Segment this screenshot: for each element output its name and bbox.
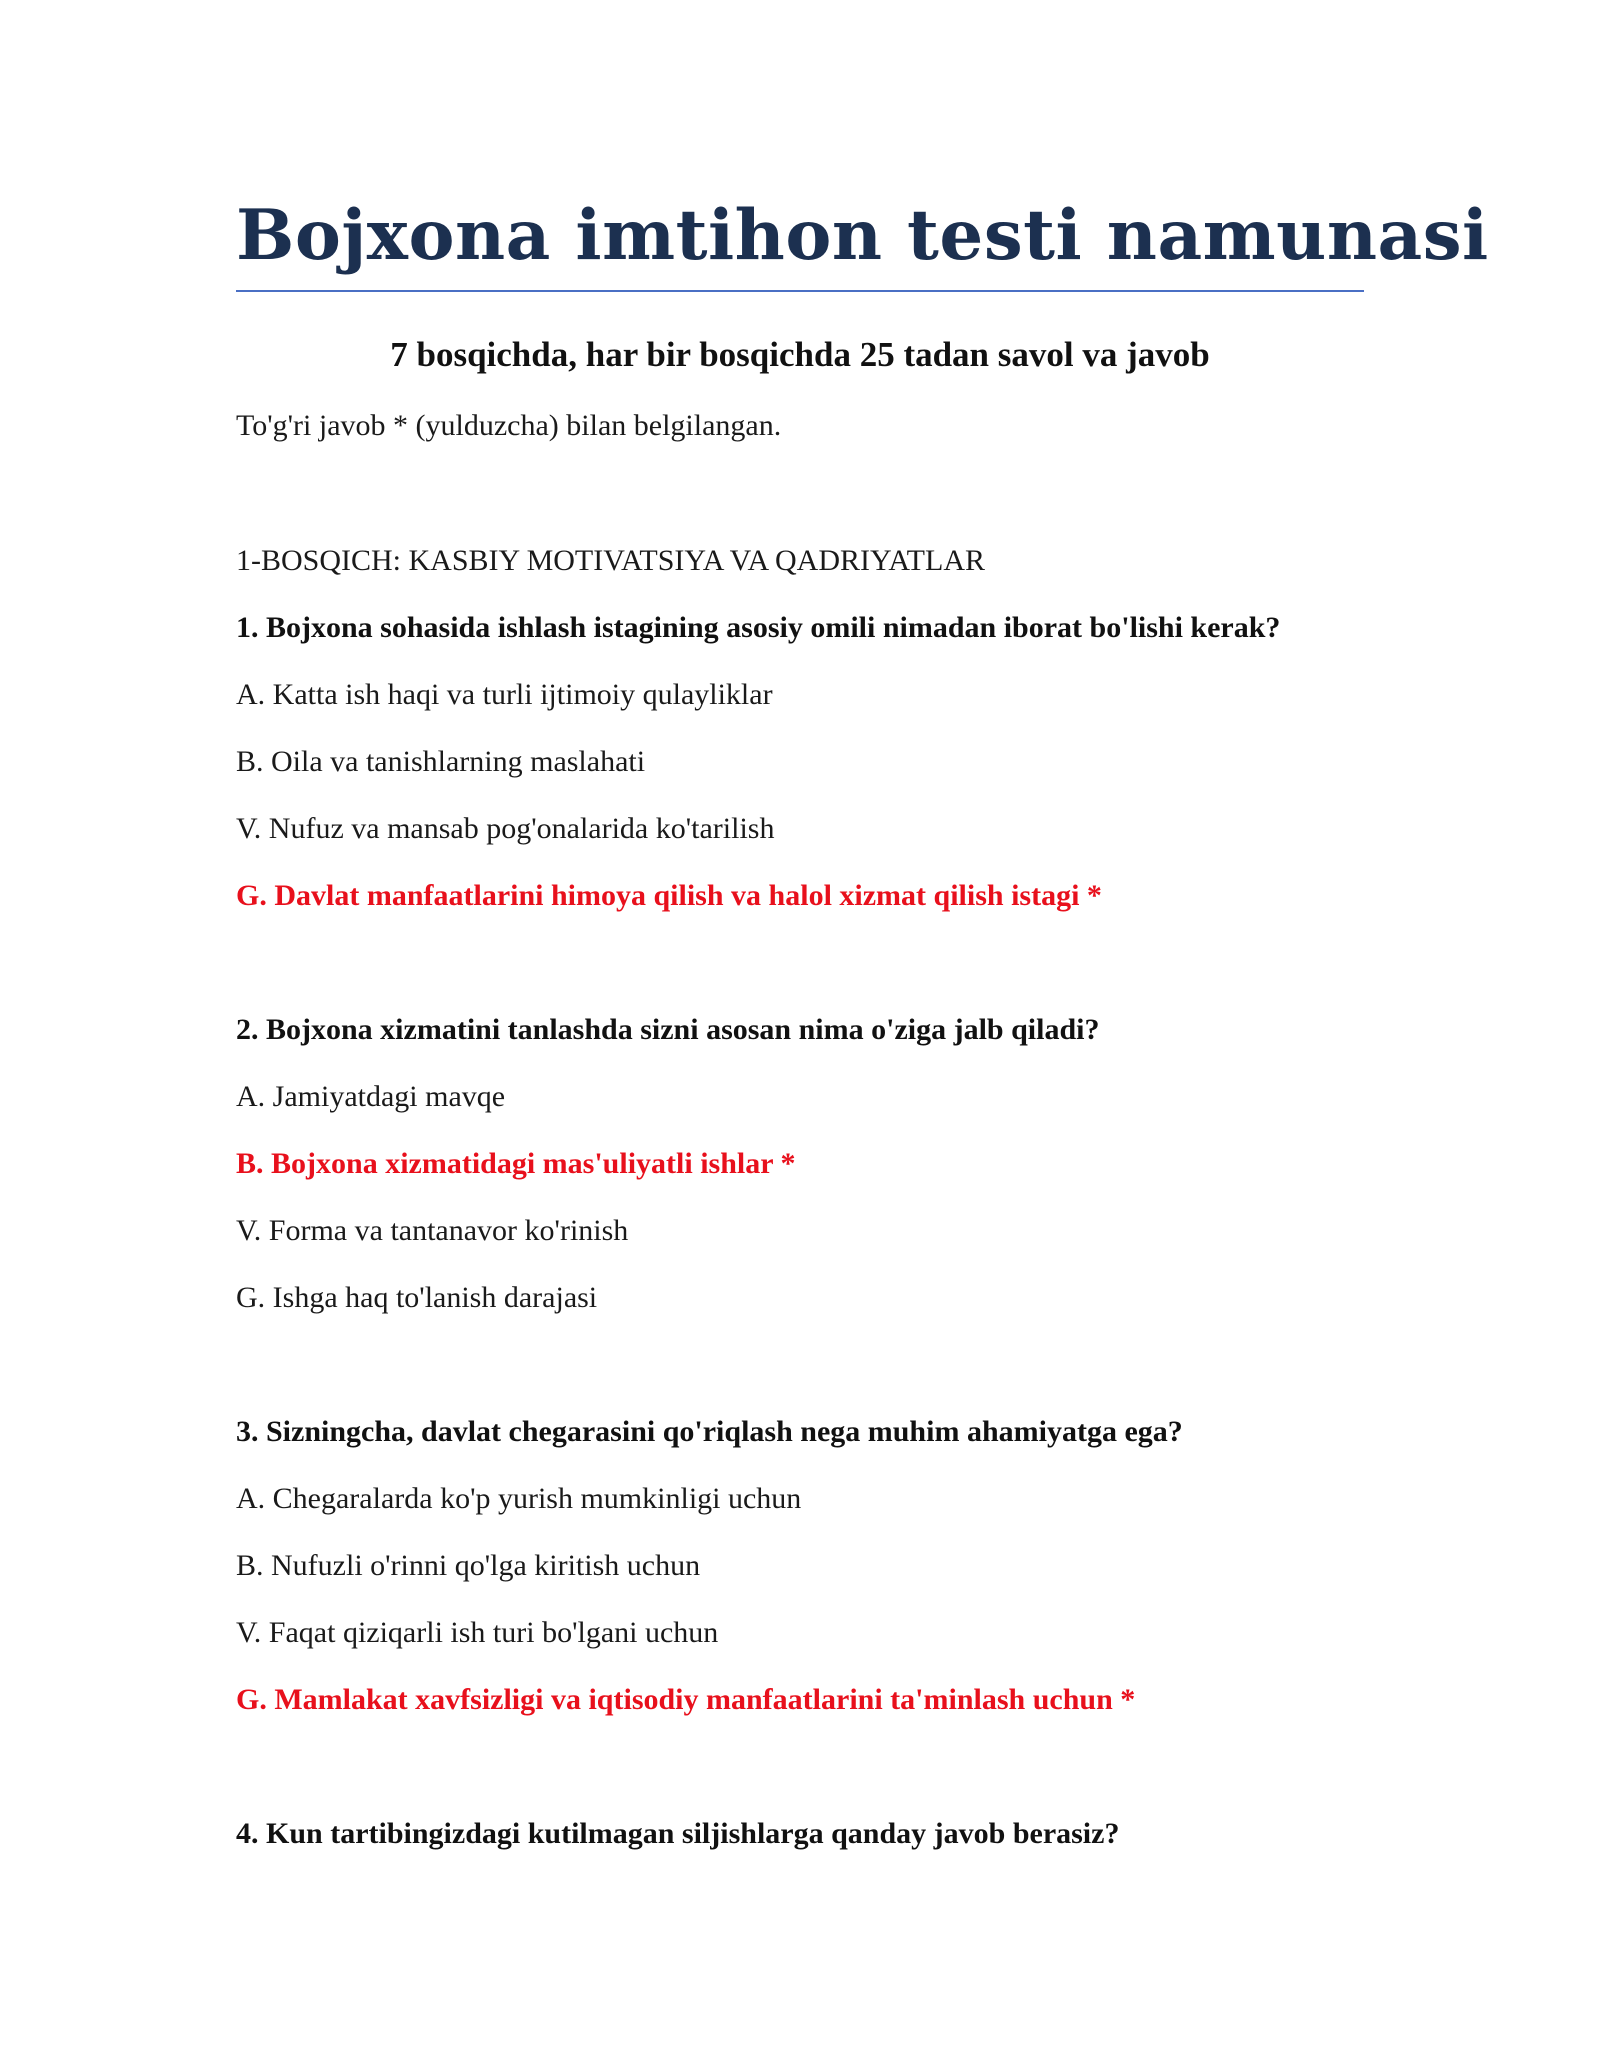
answer-option: V. Nufuz va mansab pog'onalarida ko'tarilish	[236, 812, 775, 845]
correct-answer-option: B. Bojxona xizmatidagi mas'uliyatli ishlar *	[236, 1147, 796, 1180]
question-text: 1. Bojxona sohasida ishlash istagining asosiy omili nimadan iborat bo'lishi kerak?	[236, 611, 1281, 644]
answer-option: G. Ishga haq to'lanish darajasi	[236, 1281, 598, 1314]
answer-option: V. Faqat qiziqarli ish turi bo'lgani uchun	[236, 1616, 719, 1649]
correct-answer-option: G. Mamlakat xavfsizligi va iqtisodiy manfaatlarini ta'minlash uchun *	[236, 1683, 1136, 1716]
question-text: 2. Bojxona xizmatini tanlashda sizni asosan nima o'ziga jalb qiladi?	[236, 1013, 1100, 1046]
answer-key-note: To'g'ri javob * (yulduzcha) bilan belgilangan.	[236, 409, 782, 442]
title-underline	[236, 290, 1364, 292]
document-subtitle: 7 bosqichda, har bir bosqichda 25 tadan savol va javob	[390, 335, 1210, 374]
answer-option: B. Oila va tanishlarning maslahati	[236, 745, 646, 778]
answer-option: A. Jamiyatdagi mavqe	[236, 1080, 506, 1113]
question-text: 4. Kun tartibingizdagi kutilmagan siljishlarga qanday javob berasiz?	[236, 1817, 1120, 1850]
answer-option: V. Forma va tantanavor ko'rinish	[236, 1214, 629, 1247]
correct-answer-option: G. Davlat manfaatlarini himoya qilish va halol xizmat qilish istagi *	[236, 879, 1102, 912]
stage-heading: 1-BOSQICH: KASBIY MOTIVATSIYA VA QADRIYATLAR	[236, 544, 985, 577]
answer-option: A. Chegaralarda ko'p yurish mumkinligi uchun	[236, 1482, 802, 1515]
answer-option: B. Nufuzli o'rinni qo'lga kiritish uchun	[236, 1549, 701, 1582]
document-title: Bojxona imtihon testi namunasi	[236, 195, 1489, 276]
answer-option: A. Katta ish haqi va turli ijtimoiy qulayliklar	[236, 678, 773, 711]
question-text: 3. Sizningcha, davlat chegarasini qo'riqlash nega muhim ahamiyatga ega?	[236, 1415, 1183, 1448]
